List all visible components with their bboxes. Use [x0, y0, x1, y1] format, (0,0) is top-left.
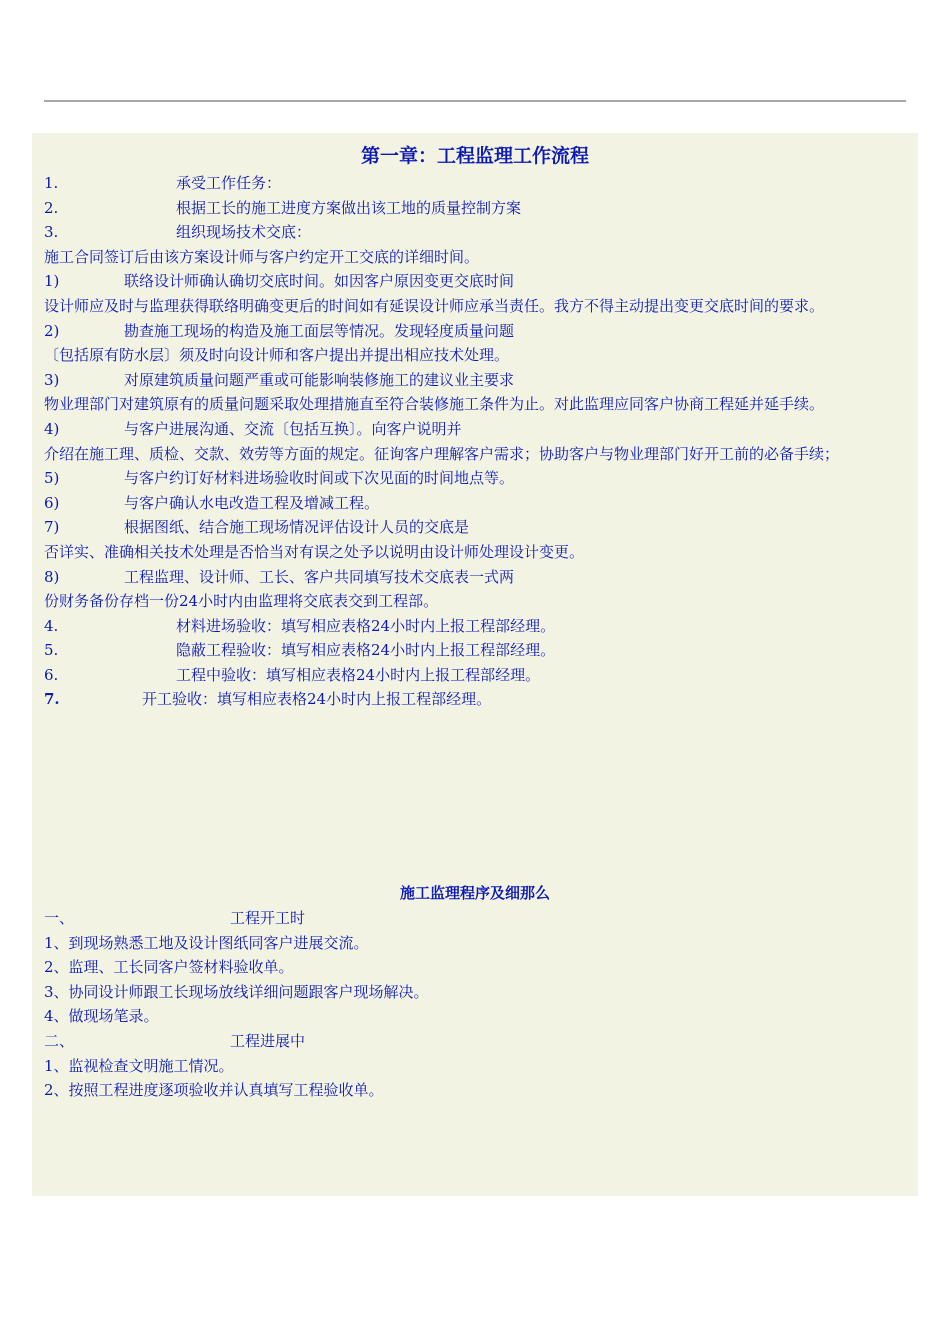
step-item: 2. 根据工长的施工进度方案做出该工地的质量控制方案 [44, 198, 522, 217]
chapter-title: 第一章：工程监理工作流程 [360, 145, 589, 167]
subitem: 4) 与客户进展沟通、交流〔包括互换〕。向客户说明并 [44, 419, 462, 438]
step-item: 5. 隐蔽工程验收：填写相应表格24小时内上报工程部经理。 [44, 641, 556, 660]
document-panel [32, 133, 918, 1196]
subitem: 3) 对原建筑质量问题严重或可能影响装修施工的建议业主要求 [44, 370, 515, 389]
phase-item: 4、做现场笔录。 [44, 1007, 159, 1026]
phase-item: 2、按照工程进度逐项验收并认真填写工程验收单。 [44, 1081, 384, 1100]
subitem: 5) 与客户约订好材料进场验收时间或下次见面的时间地点等。 [44, 469, 515, 488]
phase-item: 1、到现场熟悉工地及设计图纸同客户进展交流。 [44, 933, 369, 952]
step-item: 7. 开工验收：填写相应表格24小时内上报工程部经理。 [44, 690, 492, 709]
step-description: 施工合同签订后由该方案设计师与客户约定开工交底的详细时间。 [44, 247, 480, 266]
step-item: 3. 组织现场技术交底： [44, 223, 312, 242]
subitem-continuation: 设计师应及时与监理获得联络明确变更后的时间如有延误设计师应承当责任。我方不得主动提出变更交底时间的要求。 [44, 296, 825, 315]
phase-item: 2、监理、工长同客户签材料验收单。 [44, 958, 294, 977]
subitem-continuation: 〔包括原有防水层〕须及时向设计师和客户提出并提出相应技术处理。 [44, 346, 510, 365]
phase-item: 3、协同设计师跟工长现场放线详细问题跟客户现场解决。 [44, 982, 429, 1001]
section-title: 施工监理程序及细那么 [399, 884, 550, 903]
phase-item: 1、监视检查文明施工情况。 [44, 1056, 234, 1075]
step-item: 1. 承受工作任务： [44, 174, 282, 192]
phase-heading: 一、 工程开工时 [44, 909, 306, 928]
subitem-continuation: 介绍在施工理、质检、交款、效劳等方面的规定。征询客户理解客户需求；协助客户与物业理部门好开工前的必备手续； [44, 444, 840, 463]
subitem: 8) 工程监理、设计师、工长、客户共同填写技术交底表一式两 [44, 567, 515, 586]
step-item: 4. 材料进场验收：填写相应表格24小时内上报工程部经理。 [44, 616, 556, 635]
subitem: 7) 根据图纸、结合施工现场情况评估设计人员的交底是 [44, 518, 470, 537]
step-item: 6. 工程中验收：填写相应表格24小时内上报工程部经理。 [44, 665, 541, 684]
phase-heading: 二、 工程进展中 [44, 1032, 306, 1051]
blank-space [44, 712, 906, 876]
subitem: 1) 联络设计师确认确切交底时间。如因客户原因变更交底时间 [44, 272, 515, 291]
top-divider [44, 100, 906, 102]
subitem-continuation: 物业理部门对建筑原有的质量问题采取处理措施直至符合装修施工条件为止。对此监理应同客户协商工程延并延手续。 [44, 395, 825, 414]
subitem: 2) 勘查施工现场的构造及施工面层等情况。发现轻度质量问题 [44, 321, 515, 340]
subitem: 6) 与客户确认水电改造工程及增减工程。 [44, 493, 380, 512]
document-content [44, 143, 906, 1103]
subitem-continuation: 份财务备份存档一份24小时内由监理将交底表交到工程部。 [44, 592, 439, 611]
subitem-continuation: 否详实、准确相关技术处理是否恰当对有误之处予以说明由设计师处理设计变更。 [44, 542, 585, 561]
